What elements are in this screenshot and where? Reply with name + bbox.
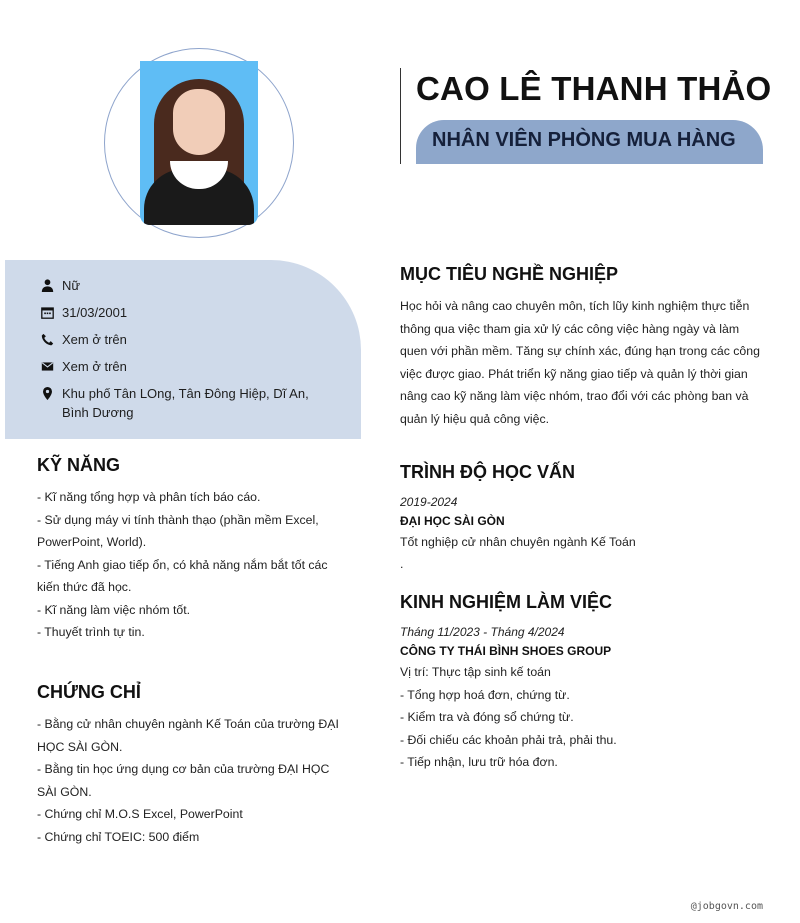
info-text: Xem ở trên (62, 332, 127, 347)
objective-heading: MỤC TIÊU NGHỀ NGHIỆP (400, 264, 619, 284)
experience-item: - Tiếp nhận, lưu trữ hóa đơn. (400, 755, 558, 769)
experience-heading: KINH NGHIỆM LÀM VIỆC (400, 592, 613, 612)
certificates-heading: CHỨNG CHỈ (37, 682, 141, 702)
position-title: NHÂN VIÊN PHÒNG MUA HÀNG (416, 120, 763, 164)
skill-item: - Tiếng Anh giao tiếp ổn, có khả năng nắm bắt tốt các kiến thức đã học. (37, 557, 328, 594)
phone-icon (41, 333, 54, 346)
education-period: 2019-2024 (400, 495, 458, 509)
user-icon (41, 279, 54, 292)
certificate-item: - Bằng tin học ứng dụng cơ bản của trường ĐẠI HỌC SÀI GÒN. (37, 762, 330, 799)
experience-company: CÔNG TY THÁI BÌNH SHOES GROUP (400, 644, 612, 658)
watermark: @jobgovn.com (690, 901, 763, 912)
certificate-item: - Chứng chỉ M.O.S Excel, PowerPoint (37, 807, 243, 821)
skills-heading: KỸ NĂNG (37, 455, 121, 475)
info-text: Khu phố Tân LOng, Tân Đông Hiệp, Dĩ An, Bình Dương (62, 386, 309, 420)
info-birthday (41, 303, 361, 322)
skills-list (37, 486, 352, 644)
info-gender (41, 276, 361, 295)
candidate-name: CAO LÊ THANH THẢO (416, 70, 772, 107)
experience-item: - Tổng hợp hoá đơn, chứng từ. (400, 687, 570, 702)
info-text: Xem ở trên (62, 359, 127, 374)
skill-item: - Kĩ năng tổng hợp và phân tích báo cáo. (37, 490, 261, 504)
certificates-list (37, 713, 352, 848)
personal-info-panel (5, 260, 361, 439)
experience-item: Vị trí: Thực tập sinh kế toán (400, 665, 551, 679)
education-entry (400, 493, 770, 575)
profile-photo (104, 48, 294, 238)
email-icon (41, 360, 54, 373)
experience-entry (400, 623, 770, 774)
education-detail: Tốt nghiệp cử nhân chuyên ngành Kế Toán (400, 535, 636, 549)
certificate-item: - Bằng cử nhân chuyên ngành Kế Toán của trường ĐẠI HỌC SÀI GÒN. (37, 717, 339, 754)
info-address (41, 384, 321, 422)
calendar-icon (41, 306, 54, 319)
skill-item: - Thuyết trình tự tin. (37, 625, 145, 639)
skill-item: - Sử dụng máy vi tính thành thạo (phần mềm Excel, PowerPoint, World). (37, 512, 319, 549)
location-icon (41, 387, 54, 400)
info-email (41, 357, 361, 376)
certificate-item: - Chứng chỉ TOEIC: 500 điểm (37, 829, 200, 844)
experience-item: - Đối chiếu các khoản phải trả, phải thu. (400, 732, 617, 747)
experience-item: - Kiểm tra và đóng sổ chứng từ. (400, 710, 574, 724)
experience-period: Tháng 11/2023 - Tháng 4/2024 (400, 625, 565, 639)
education-heading: TRÌNH ĐỘ HỌC VẤN (400, 462, 575, 482)
education-extra: . (400, 557, 404, 571)
info-text: Nữ (62, 278, 81, 293)
header-divider (400, 68, 401, 164)
objective-text: Học hỏi và nâng cao chuyên môn, tích lũy kinh nghiệm thực tiễn thông qua việc tham gia xử lý các công việc hàng ngày và làm quen với phần mềm. Tăng sự chính xác, đúng hạn trong các công việc được giao. Phát triển kỹ năng giao tiếp và quản lý thời gian nâng cao kỹ năng làm việc nhóm, trao đổi với các phòng ban và quản lý hiệu quả công việc. (400, 299, 760, 426)
info-text: 31/03/2001 (62, 305, 128, 320)
skill-item: - Kĩ năng làm việc nhóm tốt. (37, 602, 191, 617)
education-school: ĐẠI HỌC SÀI GÒN (400, 514, 505, 528)
portrait-image (140, 61, 258, 225)
info-phone (41, 330, 361, 349)
